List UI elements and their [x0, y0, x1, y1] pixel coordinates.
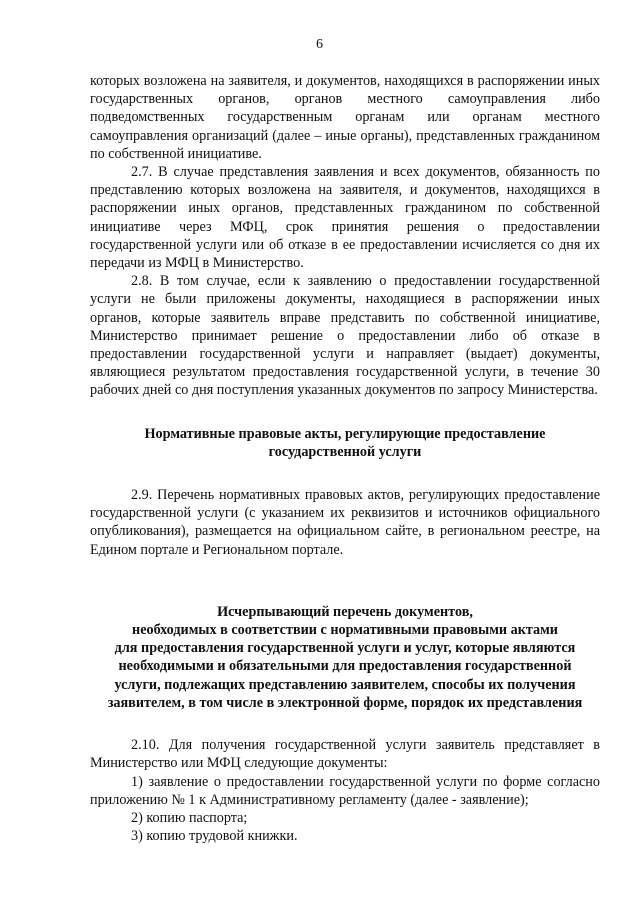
heading-line: государственной услуги — [268, 443, 422, 460]
heading-line: необходимых в соответствии с нормативными правовыми актами — [132, 622, 558, 639]
page-number: 6 — [316, 37, 323, 52]
heading-line: Нормативные правовые акты, регулирующие предоставление — [144, 425, 546, 442]
heading-line: услуги, подлежащих представлению заявителем, способы их получения — [114, 676, 576, 693]
document-body — [90, 72, 600, 845]
heading-line: для предоставления государственной услуги и услуг, которые являются — [114, 640, 576, 657]
paragraph-2-7: 2.7. В случае представления заявления и всех документов, обязанность по представлению которых возложена на заявителя, и документов, находящихся в распоряжении иных органов, представленных гражданином по собственной инициативе через МФЦ, срок принятия решения о предоставлении государственной услуги или об отказе в ее предоставлении исчисляется со дня их передачи из МФЦ в Министерство. — [90, 164, 600, 272]
paragraph-2-8: 2.8. В том случае, если к заявлению о предоставлении государственной услуги не были приложены документы, находящиеся в распоряжении иных органов, которые заявитель вправе представить по собственной инициативе, Министерство принимает решение о предоставлении либо об отказе в предоставлении государственной услуги и направляет (выдает) документы, являющиеся результатом предоставления государственной услуги, в течение 30 рабочих дней со дня поступления указанных документов по запросу Министерства. — [90, 273, 600, 399]
paragraph-2-10: 2.10. Для получения государственной услуги заявитель представляет в Министерство или МФЦ следующие документы: — [90, 737, 600, 772]
list-item-application: 1) заявление о предоставлении государственной услуги по форме согласно приложению № 1 к Административному регламенту (далее - заявление); — [90, 773, 600, 808]
heading-line: заявителем, в том числе в электронной форме, порядок их представления — [107, 694, 583, 711]
list-item-workbook-copy: 3) копию трудовой книжки. — [131, 828, 298, 845]
paragraph-2-9: 2.9. Перечень нормативных правовых актов, регулирующих предоставление государственной услуги (с указанием их реквизитов и источников официального опубликования), размещается на официальном сайте, в региональном реестре, на Едином портале и Региональном портале. — [90, 487, 600, 558]
paragraph-continuation: которых возложена на заявителя, и документов, находящихся в распоряжении иных государственных органов, органов местного самоуправления либо подведомственных государственным органам или органам местного самоуправления организаций (далее – иные органы), представленных гражданином по собственной инициативе. — [90, 73, 600, 162]
section-heading-documents-list — [90, 603, 600, 712]
section-heading-normative-acts — [90, 425, 600, 461]
list-item-passport-copy: 2) копию паспорта; — [131, 809, 248, 826]
heading-line: необходимыми и обязательными для предоставления государственной — [118, 658, 572, 675]
heading-line: Исчерпывающий перечень документов, — [217, 603, 473, 620]
